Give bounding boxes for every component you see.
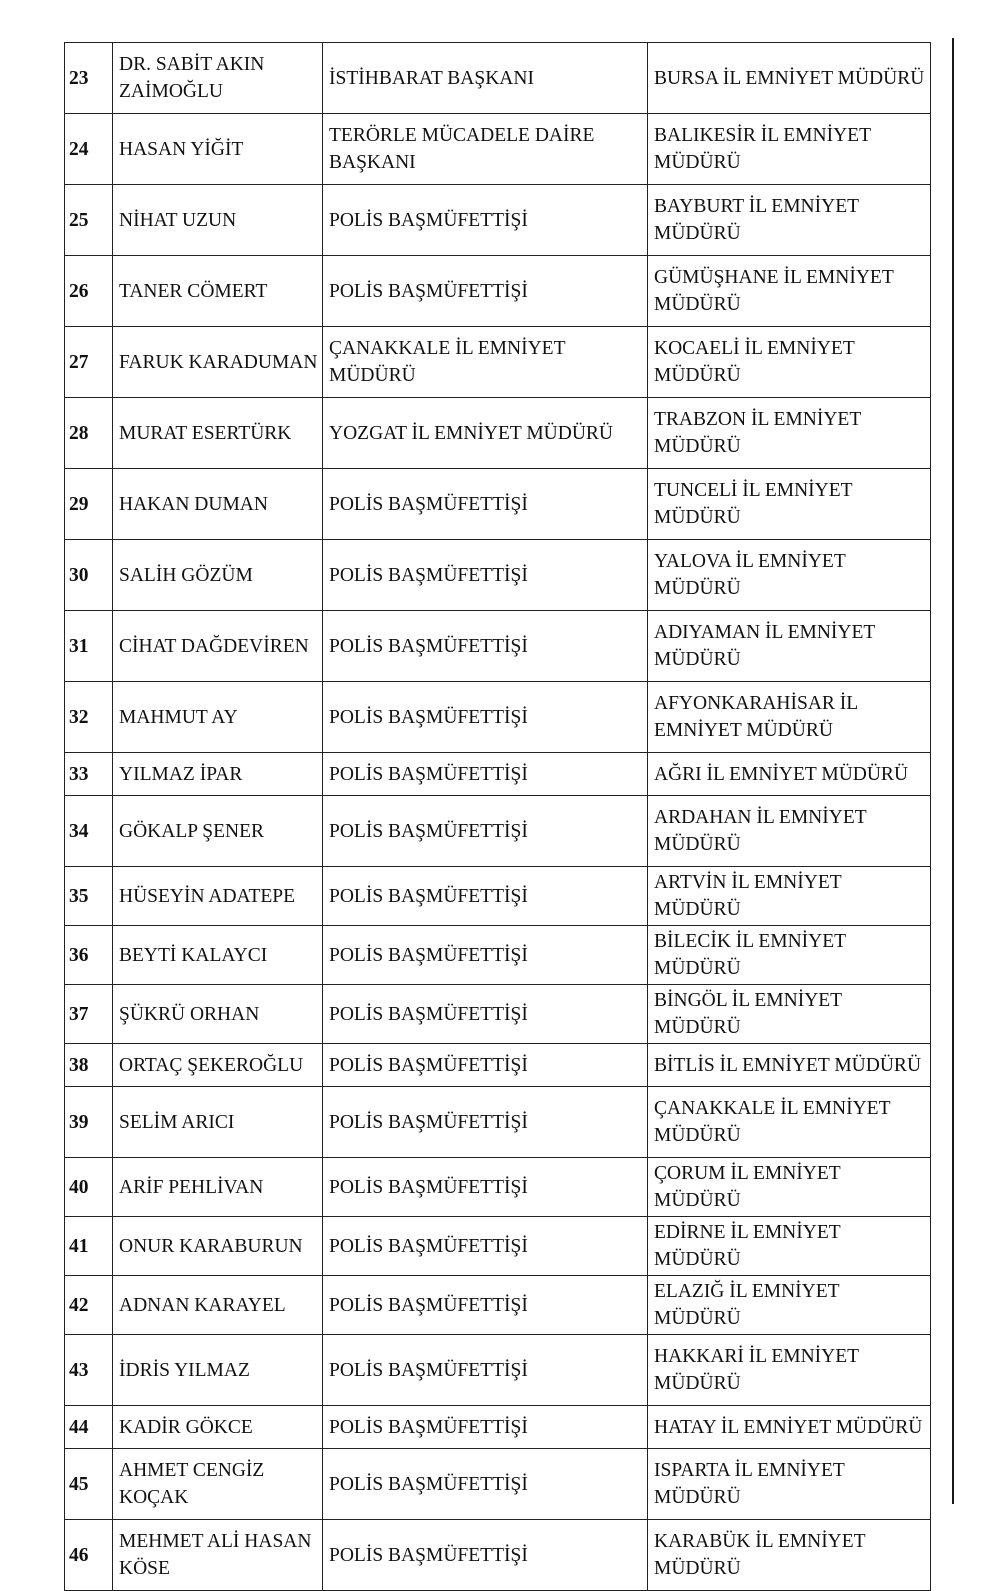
person-name: HASAN YİĞİT (113, 114, 323, 185)
previous-post: POLİS BAŞMÜFETTİŞİ (323, 796, 648, 867)
previous-post: POLİS BAŞMÜFETTİŞİ (323, 1044, 648, 1087)
previous-post: POLİS BAŞMÜFETTİŞİ (323, 185, 648, 256)
row-number: 35 (65, 867, 113, 926)
table-row (65, 926, 931, 985)
row-number: 28 (65, 398, 113, 469)
person-name: ARİF PEHLİVAN (113, 1158, 323, 1217)
person-name: HÜSEYİN ADATEPE (113, 867, 323, 926)
person-name: SALİH GÖZÜM (113, 540, 323, 611)
new-post: YALOVA İL EMNİYET MÜDÜRÜ (648, 540, 931, 611)
row-number: 29 (65, 469, 113, 540)
person-name: MURAT ESERTÜRK (113, 398, 323, 469)
row-number: 40 (65, 1158, 113, 1217)
new-post: ÇANAKKALE İL EMNİYET MÜDÜRÜ (648, 1087, 931, 1158)
person-name: BEYTİ KALAYCI (113, 926, 323, 985)
new-post: GÜMÜŞHANE İL EMNİYET MÜDÜRÜ (648, 256, 931, 327)
row-number: 33 (65, 753, 113, 796)
table-row (65, 682, 931, 753)
row-number: 23 (65, 43, 113, 114)
table-row (65, 469, 931, 540)
table-row (65, 398, 931, 469)
new-post: TRABZON İL EMNİYET MÜDÜRÜ (648, 398, 931, 469)
table-row (65, 796, 931, 867)
table-row (65, 1335, 931, 1406)
new-post: ARTVİN İL EMNİYET MÜDÜRÜ (648, 867, 931, 926)
new-post: EDİRNE İL EMNİYET MÜDÜRÜ (648, 1217, 931, 1276)
row-number: 44 (65, 1406, 113, 1449)
row-number: 30 (65, 540, 113, 611)
new-post: HATAY İL EMNİYET MÜDÜRÜ (648, 1406, 931, 1449)
table-row (65, 1449, 931, 1520)
new-post: KOCAELİ İL EMNİYET MÜDÜRÜ (648, 327, 931, 398)
new-post: ÇORUM İL EMNİYET MÜDÜRÜ (648, 1158, 931, 1217)
previous-post: ÇANAKKALE İL EMNİYET MÜDÜRÜ (323, 327, 648, 398)
table-row (65, 185, 931, 256)
new-post: ELAZIĞ İL EMNİYET MÜDÜRÜ (648, 1276, 931, 1335)
row-number: 46 (65, 1520, 113, 1591)
table-row (65, 753, 931, 796)
person-name: HAKAN DUMAN (113, 469, 323, 540)
previous-post: POLİS BAŞMÜFETTİŞİ (323, 1406, 648, 1449)
row-number: 36 (65, 926, 113, 985)
row-number: 27 (65, 327, 113, 398)
previous-post: POLİS BAŞMÜFETTİŞİ (323, 1217, 648, 1276)
previous-post: POLİS BAŞMÜFETTİŞİ (323, 1520, 648, 1591)
previous-post: POLİS BAŞMÜFETTİŞİ (323, 1335, 648, 1406)
person-name: GÖKALP ŞENER (113, 796, 323, 867)
table-row (65, 867, 931, 926)
previous-post: POLİS BAŞMÜFETTİŞİ (323, 469, 648, 540)
row-number: 26 (65, 256, 113, 327)
new-post: BAYBURT İL EMNİYET MÜDÜRÜ (648, 185, 931, 256)
new-post: TUNCELİ İL EMNİYET MÜDÜRÜ (648, 469, 931, 540)
previous-post: POLİS BAŞMÜFETTİŞİ (323, 1158, 648, 1217)
row-number: 34 (65, 796, 113, 867)
new-post: ARDAHAN İL EMNİYET MÜDÜRÜ (648, 796, 931, 867)
person-name: ŞÜKRÜ ORHAN (113, 985, 323, 1044)
previous-post: POLİS BAŞMÜFETTİŞİ (323, 926, 648, 985)
person-name: MAHMUT AY (113, 682, 323, 753)
row-number: 38 (65, 1044, 113, 1087)
table-row (65, 611, 931, 682)
new-post: BİTLİS İL EMNİYET MÜDÜRÜ (648, 1044, 931, 1087)
new-post: BİLECİK İL EMNİYET MÜDÜRÜ (648, 926, 931, 985)
previous-post: POLİS BAŞMÜFETTİŞİ (323, 611, 648, 682)
person-name: SELİM ARICI (113, 1087, 323, 1158)
previous-post: POLİS BAŞMÜFETTİŞİ (323, 540, 648, 611)
person-name: KADİR GÖKCE (113, 1406, 323, 1449)
appointment-table (64, 42, 931, 1591)
person-name: AHMET CENGİZ KOÇAK (113, 1449, 323, 1520)
previous-post: İSTİHBARAT BAŞKANI (323, 43, 648, 114)
new-post: BURSA İL EMNİYET MÜDÜRÜ (648, 43, 931, 114)
table-row (65, 1520, 931, 1591)
table-row (65, 540, 931, 611)
person-name: ORTAÇ ŞEKEROĞLU (113, 1044, 323, 1087)
table-row (65, 256, 931, 327)
new-post: AFYONKARAHİSAR İL EMNİYET MÜDÜRÜ (648, 682, 931, 753)
table-row (65, 1044, 931, 1087)
row-number: 32 (65, 682, 113, 753)
person-name: ADNAN KARAYEL (113, 1276, 323, 1335)
new-post: HAKKARİ İL EMNİYET MÜDÜRÜ (648, 1335, 931, 1406)
table-row (65, 1158, 931, 1217)
row-number: 39 (65, 1087, 113, 1158)
previous-post: POLİS BAŞMÜFETTİŞİ (323, 256, 648, 327)
table-row (65, 327, 931, 398)
new-post: ISPARTA İL EMNİYET MÜDÜRÜ (648, 1449, 931, 1520)
person-name: NİHAT UZUN (113, 185, 323, 256)
new-post: KARABÜK İL EMNİYET MÜDÜRÜ (648, 1520, 931, 1591)
row-number: 41 (65, 1217, 113, 1276)
table-row (65, 1276, 931, 1335)
person-name: CİHAT DAĞDEVİREN (113, 611, 323, 682)
previous-post: POLİS BAŞMÜFETTİŞİ (323, 682, 648, 753)
previous-post: POLİS BAŞMÜFETTİŞİ (323, 1449, 648, 1520)
person-name: MEHMET ALİ HASAN KÖSE (113, 1520, 323, 1591)
row-number: 31 (65, 611, 113, 682)
table-row (65, 985, 931, 1044)
table-row (65, 1087, 931, 1158)
person-name: ONUR KARABURUN (113, 1217, 323, 1276)
person-name: YILMAZ İPAR (113, 753, 323, 796)
table-row (65, 1217, 931, 1276)
row-number: 25 (65, 185, 113, 256)
previous-post: YOZGAT İL EMNİYET MÜDÜRÜ (323, 398, 648, 469)
previous-post: POLİS BAŞMÜFETTİŞİ (323, 1087, 648, 1158)
new-post: AĞRI İL EMNİYET MÜDÜRÜ (648, 753, 931, 796)
person-name: FARUK KARADUMAN (113, 327, 323, 398)
previous-post: POLİS BAŞMÜFETTİŞİ (323, 753, 648, 796)
table-row (65, 114, 931, 185)
previous-post: POLİS BAŞMÜFETTİŞİ (323, 985, 648, 1044)
previous-post: POLİS BAŞMÜFETTİŞİ (323, 867, 648, 926)
person-name: TANER CÖMERT (113, 256, 323, 327)
page-edge-line (952, 38, 954, 1504)
row-number: 42 (65, 1276, 113, 1335)
table-row (65, 1406, 931, 1449)
person-name: İDRİS YILMAZ (113, 1335, 323, 1406)
previous-post: TERÖRLE MÜCADELE DAİRE BAŞKANI (323, 114, 648, 185)
new-post: ADIYAMAN İL EMNİYET MÜDÜRÜ (648, 611, 931, 682)
row-number: 45 (65, 1449, 113, 1520)
row-number: 37 (65, 985, 113, 1044)
previous-post: POLİS BAŞMÜFETTİŞİ (323, 1276, 648, 1335)
person-name: DR. SABİT AKIN ZAİMOĞLU (113, 43, 323, 114)
table-row (65, 43, 931, 114)
new-post: BALIKESİR İL EMNİYET MÜDÜRÜ (648, 114, 931, 185)
new-post: BİNGÖL İL EMNİYET MÜDÜRÜ (648, 985, 931, 1044)
row-number: 24 (65, 114, 113, 185)
row-number: 43 (65, 1335, 113, 1406)
